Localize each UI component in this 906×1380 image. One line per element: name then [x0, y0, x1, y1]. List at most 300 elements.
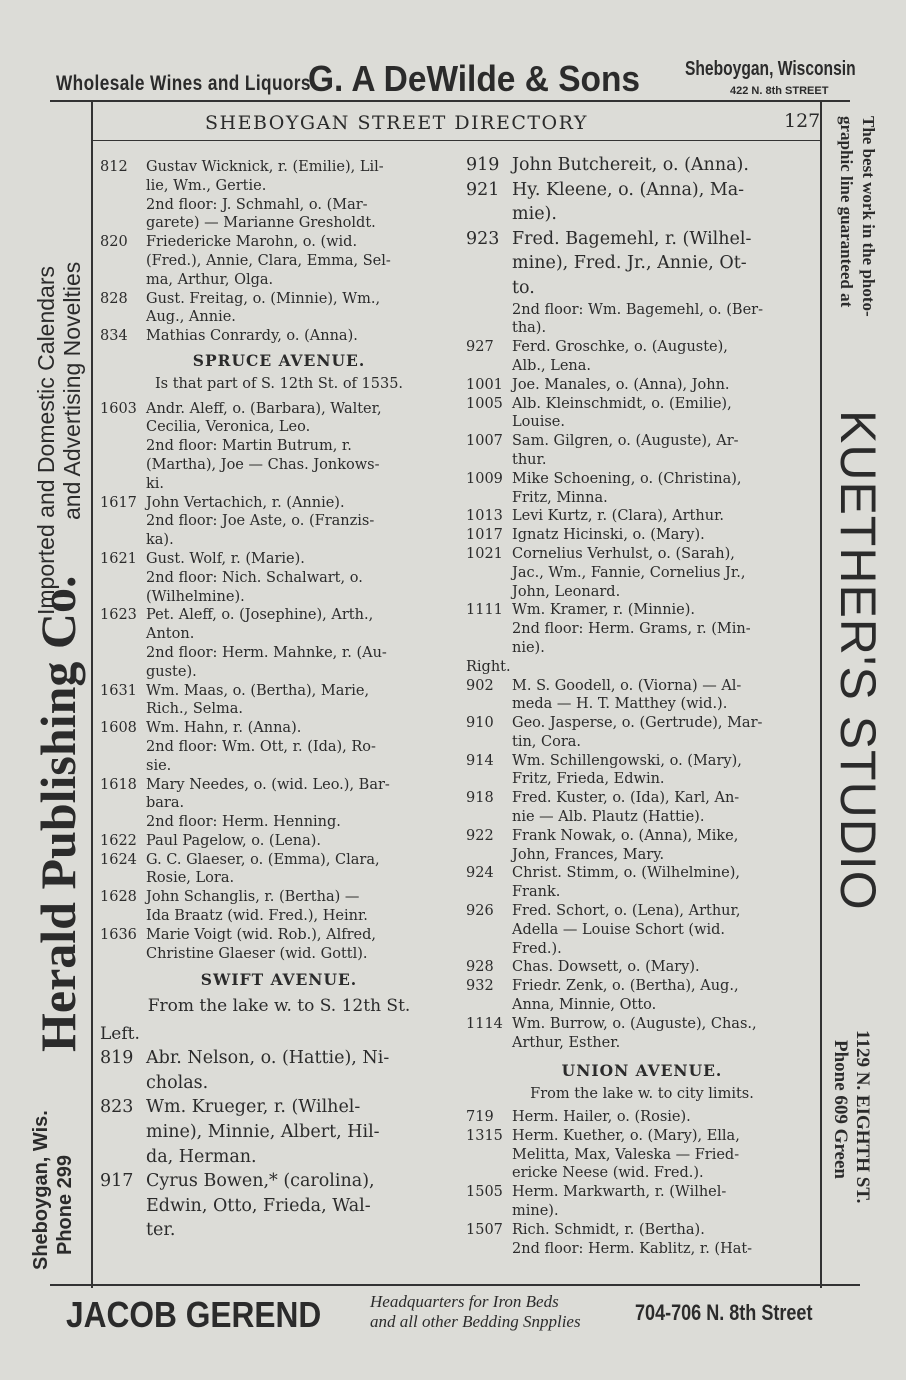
- directory-entry-line: [100, 1145, 458, 1170]
- house-number: 1315: [466, 1127, 503, 1144]
- house-number: 918: [466, 790, 494, 807]
- resident-text: Pet. Aleff, o. (Josephine), Arth.,: [146, 607, 374, 624]
- house-number: 1111: [466, 602, 503, 619]
- house-number: [100, 196, 146, 215]
- resident-text: M. S. Goodell, o. (Viorna) — Al-: [512, 677, 742, 694]
- house-number: [466, 921, 512, 940]
- directory-entry-line: [100, 531, 458, 550]
- entry-group: [466, 153, 818, 301]
- house-number: 1622: [100, 832, 137, 849]
- resident-text: 2nd floor: J. Schmahl, o. (Mar-: [146, 196, 368, 213]
- house-number: [466, 639, 512, 658]
- house-number: [466, 583, 512, 602]
- directory-entry-line: [466, 202, 818, 227]
- resident-text: meda — H. T. Matthey (wid.).: [512, 696, 728, 713]
- resident-text: 2nd floor: Wm. Bagemehl, o. (Ber-: [512, 301, 763, 318]
- left-ad-line1: Imported and Domestic Calendars: [33, 266, 59, 615]
- directory-entry-line: [466, 227, 818, 252]
- directory-entry-line: [466, 451, 818, 470]
- resident-text: Fritz, Frieda, Edwin.: [512, 771, 665, 788]
- directory-entry-line: [100, 1071, 458, 1096]
- resident-text: Alb. Kleinschmidt, o. (Emilie),: [512, 395, 732, 412]
- house-number: 928: [466, 959, 494, 976]
- directory-entry-line: [100, 907, 458, 926]
- resident-text: Jac., Wm., Fannie, Cornelius Jr.,: [512, 564, 746, 581]
- directory-entry-line: [100, 1120, 458, 1145]
- directory-entry-line: [466, 677, 818, 696]
- resident-text: Melitta, Max, Valeska — Fried-: [512, 1146, 740, 1163]
- resident-text: Wm. Burrow, o. (Auguste), Chas.,: [512, 1015, 757, 1032]
- directory-entry-line: [466, 178, 818, 203]
- resident-text: nie — Alb. Plautz (Hattie).: [512, 809, 705, 826]
- house-number: [466, 413, 512, 432]
- house-number: [466, 202, 512, 227]
- house-number: 1021: [466, 545, 503, 562]
- directory-entry-line: [100, 475, 458, 494]
- house-number: [100, 177, 146, 196]
- resident-text: Wm. Kramer, r. (Minnie).: [512, 602, 696, 619]
- directory-entry-line: [466, 1164, 818, 1183]
- house-number: 820: [100, 234, 128, 251]
- directory-entry-line: [100, 757, 458, 776]
- resident-text: Fred. Kuster, o. (Ida), Karl, An-: [512, 790, 740, 807]
- resident-text: Gustav Wicknick, r. (Emilie), Lil-: [146, 159, 384, 175]
- top-ad-company: G. A DeWilde & Sons: [308, 58, 641, 99]
- house-number: [100, 945, 146, 964]
- directory-entry-line: [466, 1034, 818, 1053]
- resident-text: Levi Kurtz, r. (Clara), Arthur.: [512, 508, 725, 525]
- house-number: 1624: [100, 851, 137, 868]
- house-number: [100, 308, 146, 327]
- house-number: [100, 531, 146, 550]
- house-number: [100, 1218, 146, 1243]
- house-number: 828: [100, 290, 128, 307]
- resident-text: Herm. Markwarth, r. (Wilhel-: [512, 1184, 727, 1201]
- house-number: 1005: [466, 395, 503, 412]
- house-number: [100, 512, 146, 531]
- resident-text: John Schanglis, r. (Bertha) —: [146, 889, 360, 906]
- directory-entry-line: [466, 620, 818, 639]
- house-number: 921: [466, 179, 500, 200]
- directory-entry-line: [466, 1202, 818, 1221]
- directory-entry-line: [100, 738, 458, 757]
- resident-text: Fred. Bagemehl, r. (Wilhel-: [512, 228, 752, 249]
- resident-text: Gust. Freitag, o. (Minnie), Wm.,: [146, 290, 381, 307]
- resident-text: Wm. Maas, o. (Bertha), Marie,: [146, 682, 370, 699]
- house-number: 932: [466, 978, 494, 995]
- directory-entry-line: [100, 644, 458, 663]
- directory-entry-line: [100, 794, 458, 813]
- header-rule: [92, 140, 820, 141]
- resident-text: 2nd floor: Herm. Grams, r. (Min-: [512, 621, 751, 638]
- section-heading-spruce: SPRUCE AVENUE.: [192, 350, 366, 370]
- resident-text: Paul Pagelow, o. (Lena).: [146, 832, 322, 849]
- resident-text: John Butchereit, o. (Anna).: [512, 155, 749, 175]
- house-number: [100, 1194, 146, 1219]
- resident-text: garete) — Marianne Gresholdt.: [146, 215, 376, 232]
- directory-entry-line: [466, 413, 818, 432]
- resident-text: Christ. Stimm, o. (Wilhelmine),: [512, 865, 741, 882]
- house-number: [466, 357, 512, 376]
- directory-entry-line: [466, 470, 818, 489]
- directory-entry-line: [100, 177, 458, 196]
- directory-entry-line: [100, 569, 458, 588]
- resident-text: Herm. Hailer, o. (Rosie).: [512, 1109, 691, 1126]
- resident-text: Chas. Dowsett, o. (Mary).: [512, 959, 700, 976]
- house-number: [466, 940, 512, 959]
- resident-text: Rich. Schmidt, r. (Bertha).: [512, 1221, 705, 1238]
- resident-text: guste).: [146, 663, 197, 680]
- directory-entry-line: [100, 214, 458, 233]
- directory-entry-line: [466, 902, 818, 921]
- bottom-rule: [50, 1284, 860, 1286]
- bottom-ad-address: 704-706 N. 8th Street: [635, 1300, 813, 1325]
- resident-text: tin, Cora.: [512, 733, 582, 750]
- directory-entry-line: [466, 276, 818, 301]
- page-title: SHEBOYGAN STREET DIRECTORY: [205, 112, 588, 134]
- house-number: 917: [100, 1171, 134, 1192]
- right-ad-phone: Phone 609 Green: [830, 1040, 851, 1179]
- directory-entry-line: [466, 695, 818, 714]
- directory-entry-line: [466, 977, 818, 996]
- resident-text: Fritz, Minna.: [512, 489, 608, 506]
- house-number: [466, 1164, 512, 1183]
- directory-entry-line: [466, 564, 818, 583]
- resident-text: John, Frances, Mary.: [512, 846, 665, 863]
- directory-entry-line: [100, 252, 458, 271]
- resident-text: Friedr. Zenk, o. (Bertha), Aug.,: [512, 978, 739, 995]
- resident-text: 2nd floor: Martin Butrum, r.: [146, 438, 352, 455]
- directory-entry-line: [466, 319, 818, 338]
- resident-text: Friedericke Marohn, o. (wid.: [146, 234, 358, 251]
- resident-text: (Martha), Joe — Chas. Jonkows-: [146, 456, 380, 473]
- right-side-label: Right.: [466, 658, 511, 675]
- house-number: [100, 1145, 146, 1170]
- section-note-swift: From the lake w. to S. 12th St.: [147, 996, 411, 1017]
- resident-text: sie.: [146, 757, 172, 774]
- house-number: 926: [466, 903, 494, 920]
- directory-entry-line: [466, 770, 818, 789]
- directory-entry-line: [466, 432, 818, 451]
- resident-text: mine).: [512, 1203, 559, 1220]
- directory-entry-line: [100, 512, 458, 531]
- directory-entry-line: [466, 864, 818, 883]
- house-number: [100, 437, 146, 456]
- resident-text: 2nd floor: Joe Aste, o. (Franzis-: [146, 513, 375, 530]
- directory-entry-line: [100, 437, 458, 456]
- directory-entry-line: [466, 251, 818, 276]
- resident-text: G. C. Glaeser, o. (Emma), Clara,: [146, 851, 380, 868]
- top-ad-city: Sheboygan, Wisconsin: [685, 58, 856, 80]
- house-number: [466, 770, 512, 789]
- house-number: [466, 489, 512, 508]
- house-number: [100, 813, 146, 832]
- resident-text: Joe. Manales, o. (Anna), John.: [512, 376, 730, 393]
- house-number: [466, 883, 512, 902]
- resident-text: (Fred.), Annie, Clara, Emma, Sel-: [146, 252, 391, 269]
- resident-text: Cyrus Bowen,* (carolina),: [146, 1171, 375, 1192]
- house-number: 902: [466, 677, 494, 694]
- resident-text: Mike Schoening, o. (Christina),: [512, 470, 742, 487]
- house-number: [100, 1120, 146, 1145]
- house-number: 910: [466, 715, 494, 732]
- directory-entry-line: [466, 583, 818, 602]
- directory-entry-line: [100, 776, 458, 795]
- directory-entry-line: [466, 545, 818, 564]
- left-advertisement: [20, 110, 90, 1285]
- section-heading-swift: SWIFT AVENUE.: [200, 970, 358, 990]
- entry-group: [466, 301, 818, 658]
- bottom-ad-name: JACOB GEREND: [66, 1294, 322, 1335]
- entry-group: [100, 400, 458, 964]
- left-ad-company: Herald Publishing Co.: [30, 575, 86, 1052]
- resident-text: (Wilhelmine).: [146, 588, 245, 605]
- resident-text: Mary Needes, o. (wid. Leo.), Bar-: [146, 776, 390, 793]
- house-number: [100, 625, 146, 644]
- directory-entry-line: [466, 507, 818, 526]
- resident-text: Wm. Hahn, r. (Anna).: [146, 720, 302, 737]
- resident-text: Louise.: [512, 414, 565, 431]
- house-number: 1505: [466, 1184, 503, 1201]
- directory-entry-line: [466, 1183, 818, 1202]
- resident-text: Anna, Minnie, Otto.: [512, 997, 657, 1014]
- directory-entry-line: [466, 921, 818, 940]
- right-ad-line2: graphic line guaranteed at: [837, 116, 856, 308]
- resident-text: 2nd floor: Herm. Kablitz, r. (Hat-: [512, 1240, 753, 1257]
- directory-entry-line: [466, 733, 818, 752]
- house-number: 1007: [466, 433, 503, 450]
- house-number: 1631: [100, 682, 137, 699]
- directory-entry-line: [100, 271, 458, 290]
- house-number: [466, 695, 512, 714]
- resident-text: Frank.: [512, 884, 561, 901]
- house-number: [100, 907, 146, 926]
- resident-text: ki.: [146, 475, 165, 492]
- house-number: 919: [466, 155, 500, 175]
- resident-text: mine), Fred. Jr., Annie, Ot-: [512, 253, 747, 274]
- house-number: 834: [100, 328, 128, 345]
- right-advertisement: [820, 110, 886, 1285]
- directory-entry-line: [100, 945, 458, 964]
- house-number: 1623: [100, 607, 137, 624]
- resident-text: Christine Glaeser (wid. Gottl).: [146, 945, 368, 962]
- resident-text: Edwin, Otto, Frieda, Wal-: [146, 1195, 371, 1216]
- house-number: 1618: [100, 776, 137, 793]
- resident-text: Wm. Krueger, r. (Wilhel-: [146, 1097, 361, 1118]
- resident-text: mie).: [512, 204, 557, 225]
- house-number: [466, 996, 512, 1015]
- house-number: [466, 251, 512, 276]
- resident-text: da, Herman.: [146, 1146, 257, 1167]
- resident-text: Cecilia, Veronica, Leo.: [146, 419, 311, 436]
- right-column: [466, 153, 818, 1258]
- resident-text: John, Leonard.: [512, 583, 621, 600]
- directory-entry-line: [100, 550, 458, 569]
- directory-entry-line: [466, 958, 818, 977]
- directory-entry-line: [100, 719, 458, 738]
- resident-text: to.: [512, 277, 535, 298]
- house-number: 1013: [466, 508, 503, 525]
- directory-entry-line: [100, 1169, 458, 1194]
- directory-entry-line: [100, 418, 458, 437]
- house-number: [466, 564, 512, 583]
- house-number: 1017: [466, 527, 503, 544]
- entry-group: [100, 1046, 458, 1243]
- directory-entry-line: [466, 639, 818, 658]
- resident-text: Aug., Annie.: [146, 309, 236, 326]
- house-number: [466, 733, 512, 752]
- resident-text: Hy. Kleene, o. (Anna), Ma-: [512, 179, 745, 200]
- left-ad-city: Sheboygan, Wis.: [30, 1110, 52, 1270]
- directory-entry-line: [466, 526, 818, 545]
- directory-entry-line: [466, 153, 818, 178]
- house-number: [100, 794, 146, 813]
- house-number: [100, 569, 146, 588]
- house-number: [100, 663, 146, 682]
- house-number: 719: [466, 1109, 494, 1126]
- directory-entry-line: [100, 1194, 458, 1219]
- directory-entry-line: [100, 1218, 458, 1243]
- directory-entry-line: [100, 1095, 458, 1120]
- house-number: [466, 846, 512, 865]
- bottom-advertisement: [60, 1290, 870, 1340]
- directory-entry-line: [100, 700, 458, 719]
- resident-text: Frank Nowak, o. (Anna), Mike,: [512, 827, 739, 844]
- resident-text: 2nd floor: Nich. Schalwart, o.: [146, 569, 363, 586]
- house-number: [100, 475, 146, 494]
- directory-entry-line: [100, 663, 458, 682]
- top-ad-address: 422 N. 8th STREET: [730, 85, 829, 97]
- left-ad-line2: and Advertising Novelties: [59, 261, 85, 520]
- directory-entry-line: [100, 158, 458, 177]
- resident-text: mine), Minnie, Albert, Hil-: [146, 1122, 380, 1143]
- house-number: [466, 319, 512, 338]
- resident-text: 2nd floor: Herm. Henning.: [146, 814, 341, 831]
- directory-entry-line: [466, 1240, 818, 1259]
- resident-text: ericke Neese (wid. Fred.).: [512, 1165, 704, 1182]
- directory-entry-line: [466, 489, 818, 508]
- house-number: [100, 588, 146, 607]
- resident-text: ka).: [146, 532, 174, 549]
- resident-text: Abr. Nelson, o. (Hattie), Ni-: [146, 1048, 390, 1069]
- resident-text: Sam. Gilgren, o. (Auguste), Ar-: [512, 433, 739, 450]
- resident-text: 2nd floor: Wm. Ott, r. (Ida), Ro-: [146, 738, 376, 755]
- left-side-label: Left.: [100, 1024, 140, 1045]
- house-number: [100, 869, 146, 888]
- directory-entry-line: [100, 456, 458, 475]
- house-number: 823: [100, 1097, 134, 1118]
- house-number: [100, 214, 146, 233]
- section-note-union: From the lake w. to city limits.: [530, 1086, 754, 1103]
- bottom-ad-tagline: [370, 1292, 581, 1332]
- entry-group: [466, 677, 818, 1053]
- directory-entry-line: [466, 301, 818, 320]
- left-column: [100, 158, 458, 1243]
- house-number: [100, 271, 146, 290]
- directory-entry-line: [466, 846, 818, 865]
- page-number: 127: [784, 110, 821, 132]
- directory-entry-line: [466, 789, 818, 808]
- directory-entry-line: [466, 601, 818, 620]
- directory-entry-line: [100, 290, 458, 309]
- directory-entry-line: [466, 376, 818, 395]
- directory-entry-line: [466, 1221, 818, 1240]
- house-number: 819: [100, 1048, 134, 1069]
- house-number: [100, 757, 146, 776]
- resident-text: Adella — Louise Schort (wid.: [512, 921, 726, 938]
- house-number: 927: [466, 339, 494, 356]
- resident-text: John Vertachich, r. (Annie).: [146, 494, 345, 511]
- entry-group: [466, 1108, 818, 1258]
- directory-entry-line: [100, 888, 458, 907]
- house-number: 923: [466, 228, 500, 249]
- left-ad-phone: Phone 299: [54, 1154, 76, 1255]
- directory-entry-line: [100, 494, 458, 513]
- house-number: 1621: [100, 550, 137, 567]
- directory-entry-line: [100, 327, 458, 346]
- house-number: 1608: [100, 720, 137, 737]
- house-number: [466, 620, 512, 639]
- resident-text: 2nd floor: Herm. Mahnke, r. (Au-: [146, 644, 387, 661]
- resident-text: Fred. Schort, o. (Lena), Arthur,: [512, 903, 741, 920]
- top-advertisement: [50, 52, 860, 102]
- directory-entry-line: [100, 1046, 458, 1071]
- resident-text: Rich., Selma.: [146, 701, 243, 718]
- house-number: [100, 418, 146, 437]
- directory-entry-line: [100, 588, 458, 607]
- resident-text: Ignatz Hicinski, o. (Mary).: [512, 527, 705, 544]
- house-number: 1636: [100, 926, 137, 943]
- directory-entry-line: [100, 869, 458, 888]
- directory-entry-line: [466, 338, 818, 357]
- resident-text: Marie Voigt (wid. Rob.), Alfred,: [146, 926, 376, 943]
- house-number: 924: [466, 865, 494, 882]
- house-number: 1009: [466, 470, 503, 487]
- resident-text: Cornelius Verhulst, o. (Sarah),: [512, 545, 735, 562]
- directory-entry-line: [466, 752, 818, 771]
- resident-text: Ida Braatz (wid. Fred.), Heinr.: [146, 908, 368, 925]
- section-heading-union: UNION AVENUE.: [561, 1061, 723, 1081]
- directory-entry-line: [100, 308, 458, 327]
- resident-text: cholas.: [146, 1072, 209, 1093]
- directory-entry-line: [100, 233, 458, 252]
- house-number: 1001: [466, 376, 503, 393]
- house-number: [466, 276, 512, 301]
- directory-entry-line: [466, 827, 818, 846]
- left-band-rule: [91, 100, 93, 1288]
- house-number: 914: [466, 752, 494, 769]
- house-number: [100, 644, 146, 663]
- house-number: [466, 301, 512, 320]
- resident-text: Mathias Conrardy, o. (Anna).: [146, 328, 358, 345]
- directory-entry-line: [100, 813, 458, 832]
- directory-entry-line: [100, 606, 458, 625]
- resident-text: Alb., Lena.: [512, 357, 592, 374]
- resident-text: Anton.: [146, 626, 195, 643]
- directory-entry-line: [466, 714, 818, 733]
- directory-entry-line: [466, 808, 818, 827]
- house-number: 922: [466, 827, 494, 844]
- house-number: 1114: [466, 1015, 503, 1032]
- bottom-ad-tagline-1: Headquarters for Iron Beds: [370, 1292, 559, 1311]
- house-number: [466, 1240, 512, 1259]
- entry-group: [100, 158, 458, 346]
- resident-text: tha).: [512, 320, 547, 337]
- top-rule: [50, 100, 850, 102]
- directory-entry-line: [466, 1146, 818, 1165]
- resident-text: Ferd. Groschke, o. (Auguste),: [512, 339, 728, 356]
- house-number: [100, 738, 146, 757]
